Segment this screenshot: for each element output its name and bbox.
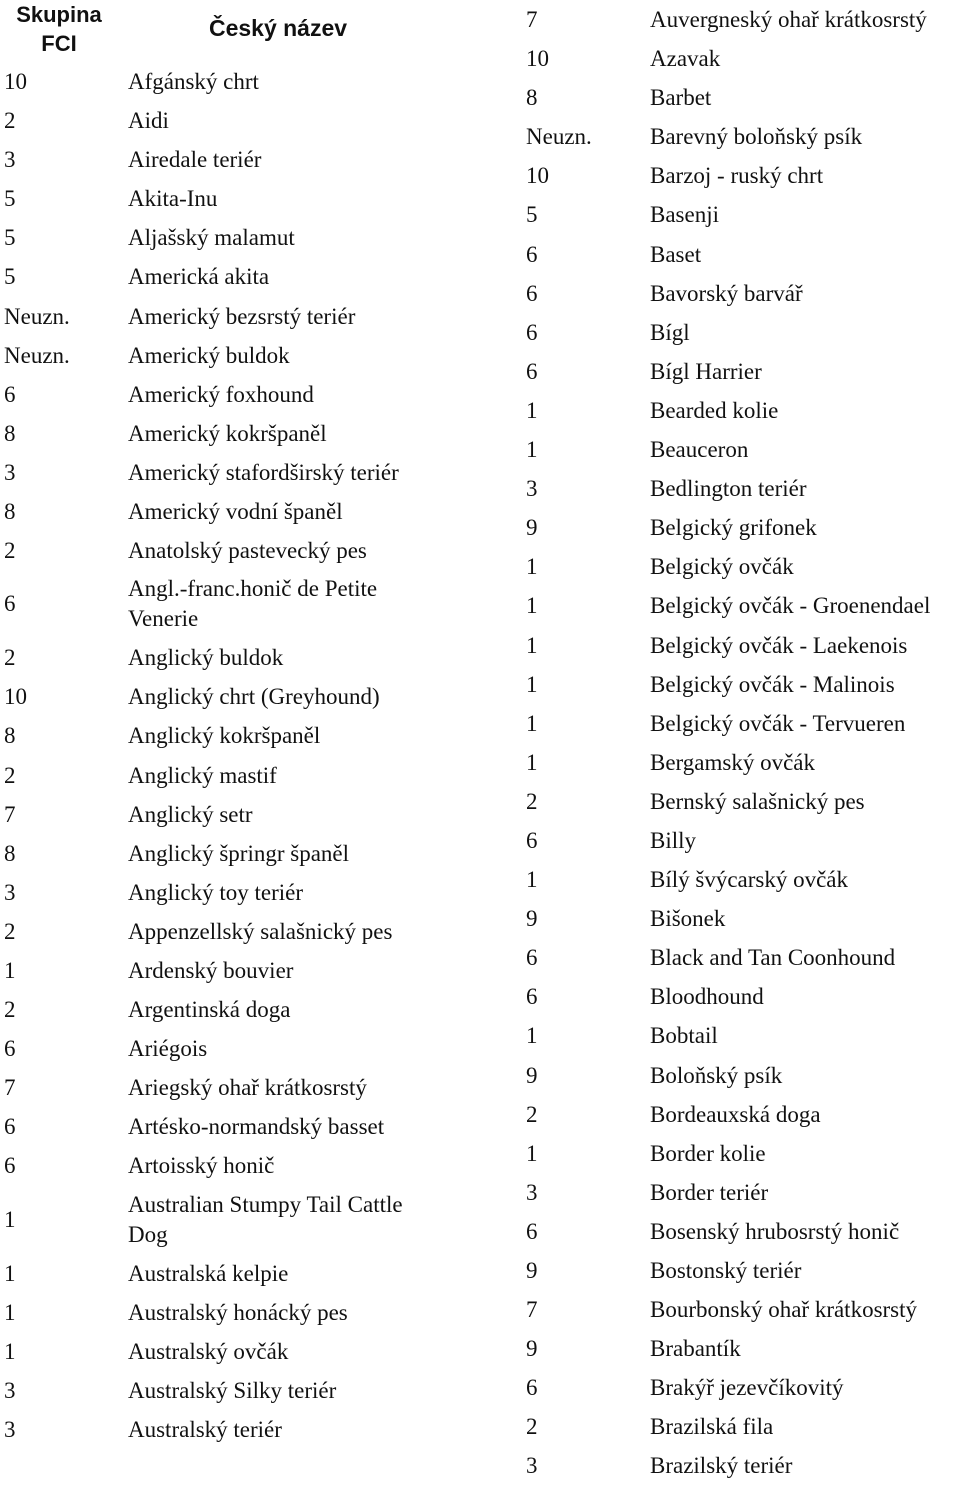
name-cell: Belgický grifonek <box>650 515 817 541</box>
table-row <box>0 101 440 140</box>
table-row <box>524 117 960 156</box>
table-row <box>0 638 440 677</box>
name-cell: Anglický setr <box>128 801 253 827</box>
group-cell: 1 <box>526 397 538 423</box>
group-cell: 3 <box>4 1377 16 1403</box>
group-cell: 3 <box>526 476 538 502</box>
group-cell: 7 <box>4 1075 16 1101</box>
table-row <box>0 1293 440 1332</box>
name-cell: Australský ovčák <box>128 1338 289 1364</box>
table-row <box>0 834 440 873</box>
group-cell: 6 <box>4 1114 16 1140</box>
table-row <box>0 1332 440 1371</box>
group-cell: 1 <box>4 957 16 983</box>
name-cell: Baset <box>650 241 702 267</box>
table-row <box>524 0 960 39</box>
group-cell: 10 <box>526 163 549 189</box>
table-row <box>0 990 440 1029</box>
name-cell: Boloňský psík <box>650 1062 783 1088</box>
table-row <box>0 1146 440 1185</box>
table-row <box>0 716 440 755</box>
name-cell: Artésko-normandský basset <box>128 1114 385 1140</box>
name-cell: Australský teriér <box>128 1416 282 1442</box>
name-cell: Australský Silky teriér <box>128 1377 337 1403</box>
name-cell: Ariegský ohař krátkosrstý <box>128 1075 367 1101</box>
name-cell: Anglický chrt (Greyhound) <box>128 684 380 710</box>
group-cell: 3 <box>526 1453 538 1479</box>
name-cell: Australský honácký pes <box>128 1299 348 1325</box>
name-cell: Afgánský chrt <box>128 69 259 94</box>
name-cell: Bílý švýcarský ovčák <box>650 867 849 893</box>
group-cell: 1 <box>526 1140 538 1166</box>
table-row <box>0 140 440 179</box>
group-cell: 2 <box>526 1101 538 1127</box>
name-cell: Bígl <box>650 319 690 345</box>
header-name: Český název <box>208 15 348 41</box>
group-cell: 1 <box>4 1206 16 1232</box>
group-cell: 2 <box>526 788 538 814</box>
name-cell: Beauceron <box>650 437 749 463</box>
table-row <box>0 336 440 375</box>
group-cell: 2 <box>4 918 16 944</box>
group-cell: 10 <box>4 684 27 710</box>
group-cell: 10 <box>4 69 27 94</box>
name-cell: Angl.-franc.honič de Petite Venerie <box>128 576 378 632</box>
group-cell: 1 <box>526 867 538 893</box>
table-row <box>524 1016 960 1055</box>
name-cell: Anglický mastif <box>128 762 277 788</box>
table-row <box>524 274 960 313</box>
group-cell: 6 <box>526 358 538 384</box>
group-cell: 9 <box>526 1062 538 1088</box>
group-cell: 5 <box>4 264 16 290</box>
table-row <box>0 873 440 912</box>
name-cell: Americký stafordširský teriér <box>128 459 399 485</box>
table-row <box>524 1329 960 1368</box>
table-row <box>0 795 440 834</box>
table-row <box>524 1056 960 1095</box>
name-cell: Americká akita <box>128 264 270 290</box>
group-cell: 6 <box>526 280 538 306</box>
name-cell: Brabantík <box>650 1336 741 1362</box>
group-cell: 6 <box>4 1036 16 1062</box>
group-cell: 2 <box>4 538 16 564</box>
group-cell: 7 <box>4 801 16 827</box>
name-cell: Americký foxhound <box>128 381 314 407</box>
group-cell: 8 <box>4 499 16 525</box>
group-cell: 1 <box>4 1299 16 1325</box>
table-row <box>524 586 960 625</box>
name-cell: Barevný boloňský psík <box>650 124 863 150</box>
group-cell: 6 <box>4 1153 16 1179</box>
name-cell: Bergamský ovčák <box>650 749 816 775</box>
group-cell: 1 <box>526 554 538 580</box>
table-row <box>0 1371 440 1410</box>
group-cell: 8 <box>526 85 538 111</box>
group-cell: 7 <box>526 7 538 32</box>
table-row <box>524 469 960 508</box>
name-cell: Australian Stumpy Tail Cattle Dog <box>128 1191 403 1247</box>
group-cell: Neuzn. <box>4 342 70 368</box>
group-cell: 6 <box>526 1218 538 1244</box>
table-row <box>0 1068 440 1107</box>
group-cell: 8 <box>4 840 16 866</box>
group-cell: 8 <box>4 420 16 446</box>
table-row <box>524 195 960 234</box>
table-row <box>524 743 960 782</box>
group-cell: Neuzn. <box>526 124 592 150</box>
name-cell: Bloodhound <box>650 984 764 1010</box>
name-cell: Brazilský teriér <box>650 1453 793 1479</box>
table-row <box>524 1290 960 1329</box>
table-row <box>0 951 440 990</box>
name-cell: Anglický špringr španěl <box>128 840 350 866</box>
table-row <box>524 1368 960 1407</box>
group-cell: 7 <box>526 1297 538 1323</box>
name-cell: Barzoj - ruský chrt <box>650 163 824 189</box>
name-cell: Black and Tan Coonhound <box>650 945 896 971</box>
name-cell: Artoisský honič <box>128 1153 275 1179</box>
group-cell: 1 <box>526 632 538 658</box>
name-cell: Aidi <box>128 108 169 134</box>
table-row <box>0 756 440 795</box>
group-cell: 10 <box>526 46 549 72</box>
group-cell: 5 <box>4 186 16 212</box>
table-row <box>0 179 440 218</box>
table-row <box>524 1251 960 1290</box>
table-row <box>0 531 440 570</box>
group-cell: 3 <box>4 459 16 485</box>
name-cell: Aljašský malamut <box>128 225 295 251</box>
table-row <box>0 1186 440 1254</box>
name-cell: Billy <box>650 827 697 853</box>
table-row <box>524 39 960 78</box>
table-row <box>0 492 440 531</box>
group-cell: 2 <box>4 762 16 788</box>
name-cell: Anglický toy teriér <box>128 879 304 905</box>
group-cell: 9 <box>526 1336 538 1362</box>
group-cell: 6 <box>526 984 538 1010</box>
group-cell: 6 <box>526 945 538 971</box>
group-cell: 6 <box>526 1375 538 1401</box>
name-cell: Bearded kolie <box>650 397 779 423</box>
name-cell: Ardenský bouvier <box>128 957 294 983</box>
right-column <box>524 0 960 1486</box>
table-row <box>524 938 960 977</box>
name-cell: Americký vodní španěl <box>128 499 343 525</box>
table-row <box>0 375 440 414</box>
table-row <box>0 1107 440 1146</box>
name-cell: Auvergneský ohař krátkosrstý <box>650 7 927 32</box>
group-cell: 1 <box>526 710 538 736</box>
table-row <box>524 1134 960 1173</box>
group-cell: 6 <box>4 381 16 407</box>
name-cell: Argentinská doga <box>128 997 291 1023</box>
group-cell: 5 <box>4 225 16 251</box>
name-cell: Belgický ovčák <box>650 554 794 580</box>
name-cell: Anglický kokršpaněl <box>128 723 321 749</box>
group-cell: 6 <box>526 319 538 345</box>
table-row <box>0 1254 440 1293</box>
table-row <box>524 235 960 274</box>
name-cell: Anglický buldok <box>128 645 284 671</box>
group-cell: 1 <box>526 1023 538 1049</box>
group-cell: 1 <box>526 671 538 697</box>
table-row <box>524 704 960 743</box>
group-cell: 9 <box>526 906 538 932</box>
group-cell: 3 <box>4 147 16 173</box>
name-cell: Bosenský hrubosrstý honič <box>650 1218 900 1244</box>
name-cell: Brazilská fila <box>650 1414 774 1440</box>
table-row <box>0 297 440 336</box>
name-cell: Appenzellský salašnický pes <box>128 918 393 944</box>
table-row <box>524 313 960 352</box>
table-row <box>524 508 960 547</box>
table-row <box>524 1212 960 1251</box>
table-row <box>0 1410 440 1449</box>
group-cell: 2 <box>526 1414 538 1440</box>
table-row <box>524 977 960 1016</box>
table-row <box>524 782 960 821</box>
group-cell: 3 <box>4 879 16 905</box>
name-cell: Bavorský barvář <box>650 280 803 306</box>
table-row <box>0 570 440 638</box>
table-row <box>0 1029 440 1068</box>
table-row <box>524 860 960 899</box>
group-cell: Neuzn. <box>4 303 70 329</box>
group-cell: 1 <box>4 1260 16 1286</box>
name-cell: Ariégois <box>128 1036 208 1062</box>
left-column <box>0 0 440 1449</box>
table-row <box>0 453 440 492</box>
table-row <box>524 899 960 938</box>
name-cell: Akita-Inu <box>128 186 218 212</box>
table-row <box>524 1446 960 1485</box>
table-row <box>524 430 960 469</box>
table-row <box>0 414 440 453</box>
group-cell: 3 <box>526 1179 538 1205</box>
group-cell: 6 <box>526 241 538 267</box>
table-row <box>524 1095 960 1134</box>
name-cell: Bernský salašnický pes <box>650 788 865 814</box>
header-group: Skupina FCI <box>16 2 102 56</box>
group-cell: 1 <box>526 437 538 463</box>
name-cell: Bostonský teriér <box>650 1258 802 1283</box>
name-cell: Belgický ovčák - Tervueren <box>650 710 906 736</box>
name-cell: Bišonek <box>650 906 726 932</box>
name-cell: Belgický ovčák - Groenendael <box>650 593 931 619</box>
name-cell: Barbet <box>650 85 712 111</box>
group-cell: 9 <box>526 1258 538 1283</box>
name-cell: Bordeauxská doga <box>650 1101 821 1127</box>
name-cell: Azavak <box>650 46 721 72</box>
group-cell: 9 <box>526 515 538 541</box>
name-cell: Belgický ovčák - Malinois <box>650 671 895 697</box>
table-row <box>0 912 440 951</box>
table-row <box>0 677 440 716</box>
group-cell: 6 <box>4 591 16 617</box>
name-cell: Basenji <box>650 202 719 228</box>
name-cell: Bedlington teriér <box>650 476 807 502</box>
table-row <box>0 218 440 257</box>
name-cell: Airedale teriér <box>128 147 262 173</box>
name-cell: Americký buldok <box>128 342 290 368</box>
name-cell: Bobtail <box>650 1023 718 1049</box>
table-row <box>524 352 960 391</box>
group-cell: 2 <box>4 108 16 134</box>
name-cell: Americký kokršpaněl <box>128 420 327 446</box>
table-row <box>524 156 960 195</box>
name-cell: Australská kelpie <box>128 1260 289 1286</box>
table-row <box>0 62 440 101</box>
left-rows <box>0 62 440 1449</box>
group-cell: 8 <box>4 723 16 749</box>
table-header <box>0 0 440 62</box>
group-cell: 5 <box>526 202 538 228</box>
group-cell: 2 <box>4 645 16 671</box>
group-cell: 6 <box>526 827 538 853</box>
name-cell: Belgický ovčák - Laekenois <box>650 632 908 658</box>
table-row <box>524 665 960 704</box>
table-row <box>524 78 960 117</box>
table-row <box>524 1407 960 1446</box>
table-row <box>524 626 960 665</box>
name-cell: Anatolský pastevecký pes <box>128 538 367 564</box>
name-cell: Americký bezsrstý teriér <box>128 303 356 329</box>
right-rows <box>524 0 960 1486</box>
group-cell: 1 <box>4 1338 16 1364</box>
group-cell: 2 <box>4 997 16 1023</box>
table-row <box>0 257 440 296</box>
table-row <box>524 1173 960 1212</box>
table-row <box>524 391 960 430</box>
group-cell: 1 <box>526 593 538 619</box>
name-cell: Border kolie <box>650 1140 766 1166</box>
group-cell: 1 <box>526 749 538 775</box>
table-row <box>524 821 960 860</box>
name-cell: Brakýř jezevčíkovitý <box>650 1375 844 1401</box>
name-cell: Border teriér <box>650 1179 769 1205</box>
name-cell: Bourbonský ohař krátkosrstý <box>650 1297 918 1323</box>
name-cell: Bígl Harrier <box>650 358 762 384</box>
group-cell: 3 <box>4 1416 16 1442</box>
table-row <box>524 547 960 586</box>
